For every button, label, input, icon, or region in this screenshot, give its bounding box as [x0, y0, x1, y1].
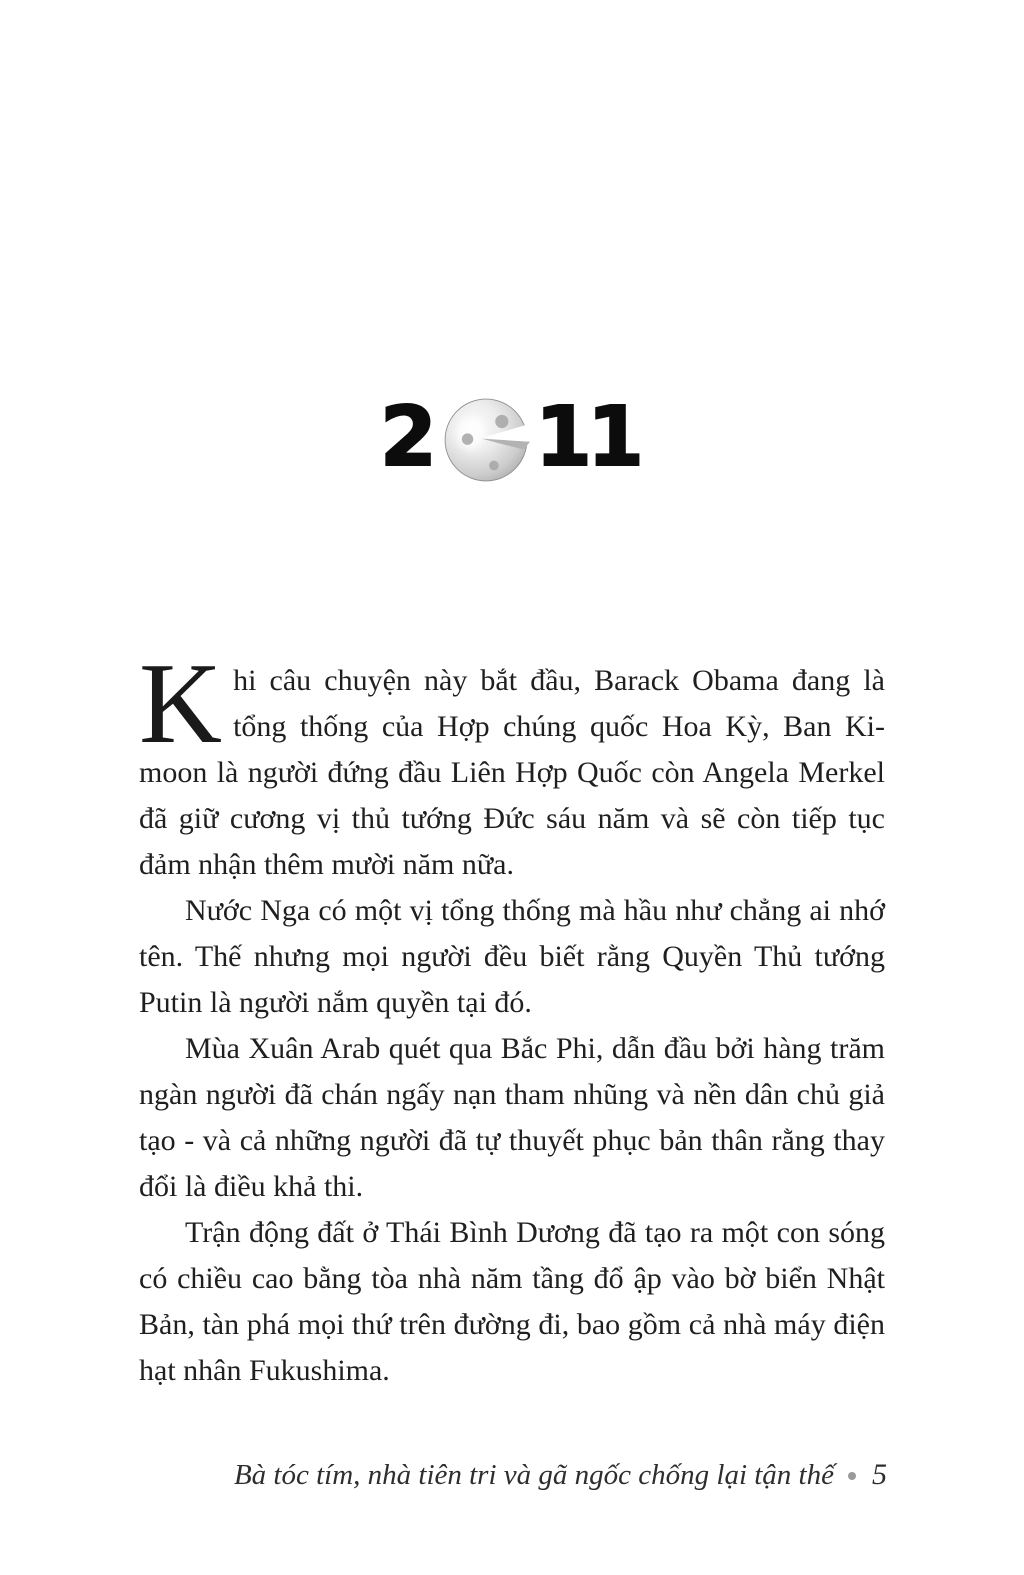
moon-crater [489, 461, 499, 471]
dropcap: K [139, 640, 223, 767]
moon-icon [442, 396, 530, 484]
year-digit-2: 2 [379, 390, 432, 485]
paragraph-3: Mùa Xuân Arab quét qua Bắc Phi, dẫn đầu bởi hàng trăm ngàn người đã chán ngấy nạn tham nhũng và nền dân chủ giả tạo - và cả những người đã tự thuyết phục bản thân rằng thay đổi là điều khả thi. [139, 1032, 885, 1203]
paragraph-2: Nước Nga có một vị tổng thống mà hầu như chẳng ai nhớ tên. Thế nhưng mọi người đều biết rằng Quyền Thủ tướng Putin là người nắm quyền tại đó. [139, 894, 885, 1019]
paragraph-1 [139, 640, 885, 888]
year-digit-11: 11 [534, 390, 640, 485]
chapter-heading [0, 390, 1024, 486]
page-footer [139, 1458, 887, 1492]
moon-crater [495, 415, 508, 428]
page-number: 5 [872, 1458, 887, 1491]
moon-highlight [457, 417, 485, 449]
body-text [139, 640, 885, 1394]
footer-book-title: Bà tóc tím, nhà tiên tri và gã ngốc chống lại tận thế [233, 1459, 834, 1491]
moon-crater [462, 433, 473, 444]
paragraph-1-text: hi câu chuyện này bắt đầu, Barack Obama đang là tổng thống của Hợp chúng quốc Hoa Kỳ, Ban Ki-moon là người đứng đầu Liên Hợp Quốc còn Angela Merkel đã giữ cương vị thủ tướng Đức sáu năm và sẽ còn tiếp tục đảm nhận thêm mười năm nữa. [139, 664, 885, 881]
paragraph-4: Trận động đất ở Thái Bình Dương đã tạo ra một con sóng có chiều cao bằng tòa nhà năm tầng đổ ập vào bờ biển Nhật Bản, tàn phá mọi thứ trên đường đi, bao gồm cả nhà máy điện hạt nhân Fukushima. [139, 1216, 885, 1387]
footer-dot-icon [848, 1472, 856, 1480]
